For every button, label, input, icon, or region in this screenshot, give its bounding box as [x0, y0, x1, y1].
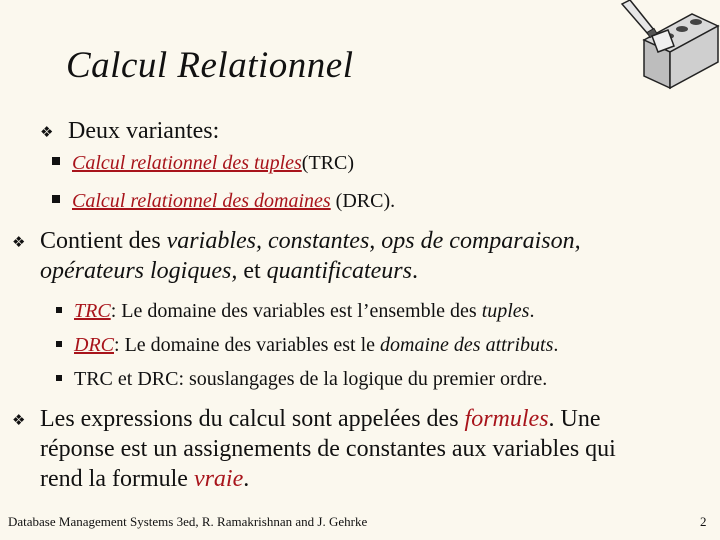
diamond-bullet-icon: ❖ — [40, 123, 54, 141]
square-bullet-icon — [52, 195, 60, 203]
sub-bullet-item: TRC et DRC: souslangages de la logique du premier ordre. — [74, 366, 547, 392]
diamond-bullet-icon: ❖ — [12, 233, 26, 251]
square-bullet-icon — [56, 375, 62, 381]
bullet-item: ❖ Deux variantes: — [68, 116, 219, 146]
bullet-item: ❖ Les expressions du calcul sont appelées des formules. Une réponse est un assignements de constantes aux variables qui rend la formule vraie. — [12, 406, 616, 492]
sub-bullet-item: DRC: Le domaine des variables est le domaine des attributs. — [74, 332, 558, 358]
footer-citation: Database Management Systems 3ed, R. Ramakrishnan and J. Gehrke — [8, 514, 368, 529]
sub-bullet-item: TRC: Le domaine des variables est l’ensemble des tuples. — [74, 298, 534, 324]
diamond-bullet-icon: ❖ — [12, 411, 26, 429]
sub-bullet-item: Calcul relationnel des domaines (DRC). — [72, 188, 395, 214]
square-bullet-icon — [52, 157, 60, 165]
square-bullet-icon — [56, 341, 62, 347]
square-bullet-icon — [56, 307, 62, 313]
bullet-item: ❖ Contient des variables, constantes, ops de comparaison, opérateurs logiques, et quantificateurs. — [12, 228, 581, 284]
page-title: Calcul Relationnel — [66, 45, 354, 86]
sub-bullet-item: Calcul relationnel des tuples(TRC) — [72, 150, 354, 176]
trowel-brick-icon — [608, 0, 720, 90]
page-number: 2 — [700, 514, 707, 529]
